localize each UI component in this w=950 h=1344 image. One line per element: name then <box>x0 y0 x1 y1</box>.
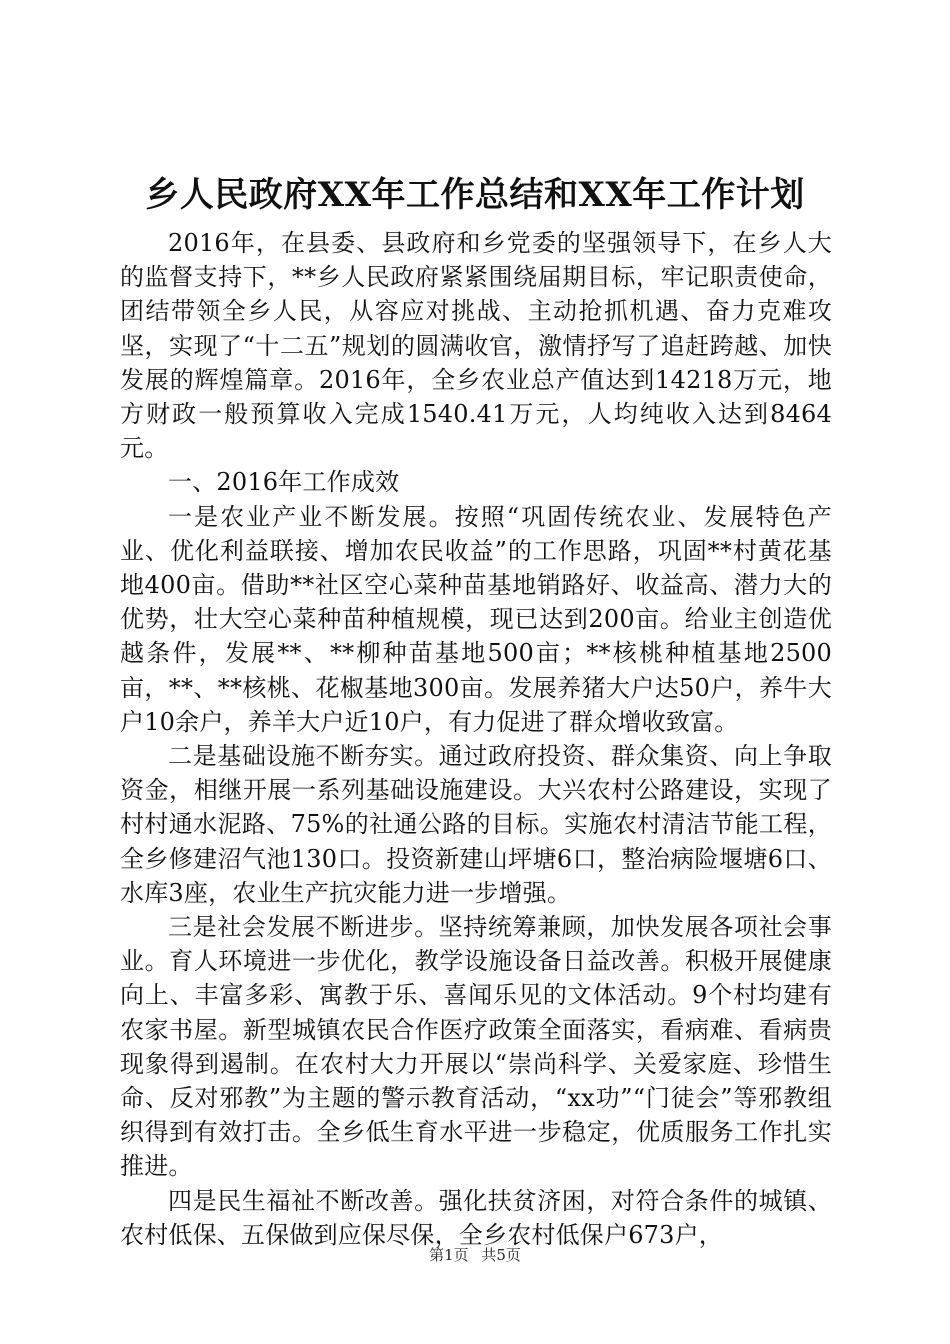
paragraph-social: 三是社会发展不断进步。坚持统筹兼顾，加快发展各项社会事业。育人环境进一步优化，教学设施设备日益改善。积极开展健康向上、丰富多彩、寓教于乐、喜闻乐见的文体活动。9个村均建有农家书屋。新型城镇农民合作医疗政策全面落实，看病难、看病贵现象得到遏制。在农村大力开展以“崇尚科学、关爱家庭、珍惜生命、反对邪教”为主题的警示教育活动，“xx功”“门徒会”等邪教组织得到有效打击。全乡低生育水平进一步稳定，优质服务工作扎实推进。 <box>120 913 832 1181</box>
paragraph-agriculture: 一是农业产业不断发展。按照“巩固传统农业、发展特色产业、优化利益联接、增加农民收益”的工作思路，巩固**村黄花基地400亩。借助**社区空心菜种苗基地销路好、收益高、潜力大的优势，壮大空心菜种苗种植规模，现已达到200亩。给业主创造优越条件，发展**、**柳种苗基地500亩；**核桃种植基地2500亩，**、**核桃、花椒基地300亩。发展养猪大户达50户，养牛大户10余户，养羊大户近10户，有力促进了群众增收致富。 <box>120 502 832 736</box>
page-number: 第1页 <box>429 1246 469 1264</box>
paragraph-intro: 2016年，在县委、县政府和乡党委的坚强领导下，在乡人大的监督支持下，**乡人民政府紧紧围绕届期目标，牢记职责使命，团结带领全乡人民，从容应对挑战、主动抢抓机遇、奋力克难攻坚，实现了“十二五”规划的圆满收官，激情抒写了追赶跨越、加快发展的辉煌篇章。2016年，全乡农业总产值达到14218万元，地方财政一般预算收入完成1540.41万元，人均纯收入达到8464元。 <box>120 229 832 463</box>
page-total: 共5页 <box>481 1246 521 1264</box>
section-heading: 一、2016年工作成效 <box>168 468 400 497</box>
paragraph-livelihood: 四是民生福祉不断改善。强化扶贫济困，对符合条件的城镇、农村低保、五保做到应保尽保，全乡农村低保户673户， <box>120 1186 832 1249</box>
page-footer <box>0 1245 950 1265</box>
paragraph-infrastructure: 二是基础设施不断夯实。通过政府投资、群众集资、向上争取资金，相继开展一系列基础设施建设。大兴农村公路建设，实现了村村通水泥路、75%的社通公路的目标。实施农村清洁节能工程，全乡修建沼气池130口。投资新建山坪塘6口，整治病险堰塘6口、水库3座，农业生产抗灾能力进一步增强。 <box>120 742 832 907</box>
document-body <box>120 226 832 1252</box>
document-title: 乡人民政府XX年工作总结和XX年工作计划 <box>145 175 805 215</box>
